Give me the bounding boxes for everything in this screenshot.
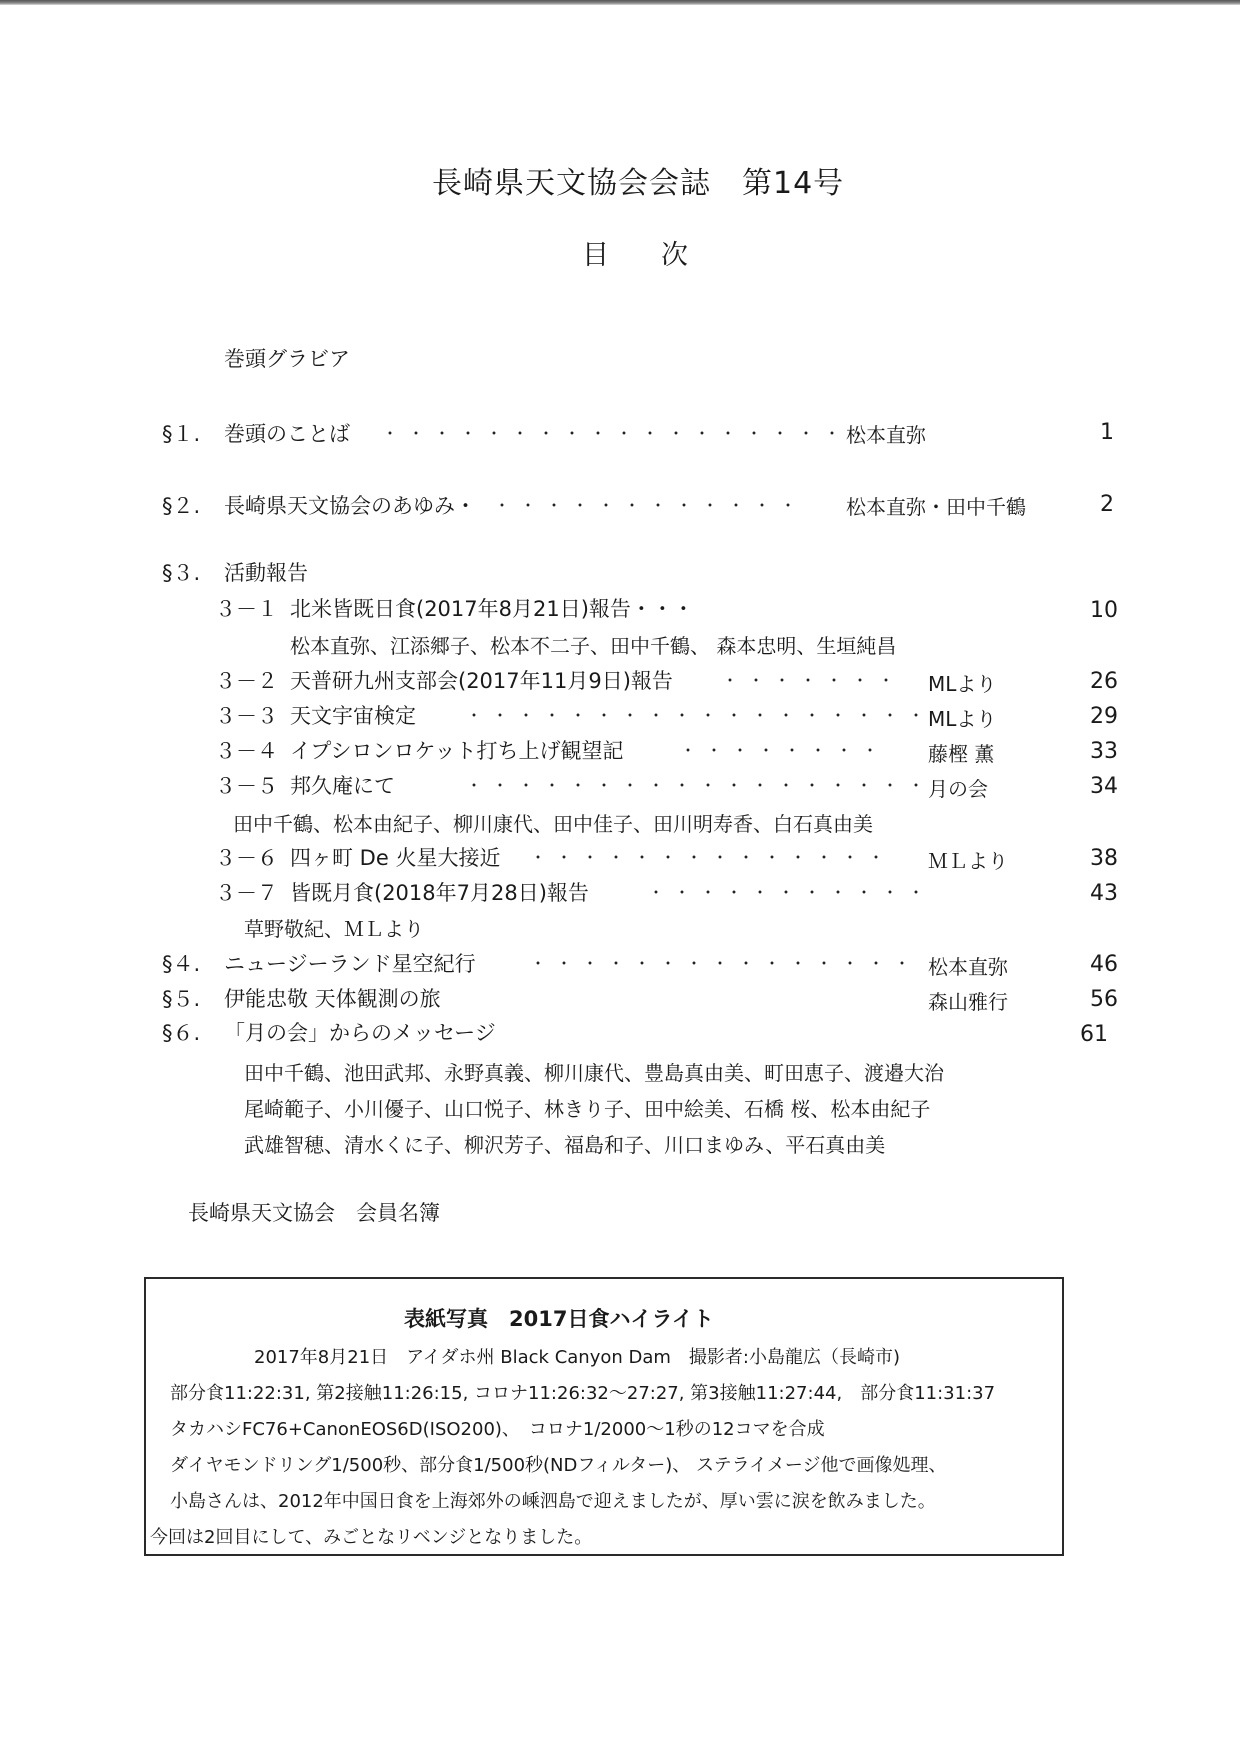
contributor-names: 田中千鶴、池田武邦、永野真義、柳川康代、豊島真由美、町田恵子、渡邉大治: [244, 1061, 944, 1085]
page-number: 2: [1100, 492, 1114, 517]
section-author: 森山雅行: [928, 990, 1008, 1014]
contributor-names: 草野敬紀、ＭＬより: [244, 917, 424, 941]
subsection-number: ３－４: [215, 739, 278, 763]
leader-dots: ・・・・・・・・・・・・・・: [530, 848, 895, 867]
page-number: 61: [1080, 1022, 1108, 1047]
leader-dots: ・・・・・・・・・・・・: [494, 496, 807, 515]
leader-dots: ・・・・・・・・・・・・・・・・・・: [466, 706, 935, 725]
section-number: §３.: [162, 561, 201, 585]
subsection-title: 天文宇宙検定: [290, 704, 416, 728]
contributor-names: 尾崎範子、小川優子、山口悦子、林きり子、田中絵美、石橋 桜、松本由紀子: [244, 1097, 931, 1121]
section-title: 「月の会」からのメッセージ: [224, 1021, 496, 1045]
leader-dots: ・・・・・・・・・・・・・・・・・・・: [382, 424, 877, 443]
page-number: 10: [1090, 598, 1118, 623]
gravure-item: 巻頭グラビア: [224, 347, 350, 371]
scan-top-edge: [0, 0, 1240, 5]
subsection-title: イプシロンロケット打ち上げ観望記: [290, 739, 624, 763]
subsection-title: 皆既月食(2018年7月28日)報告: [290, 881, 589, 905]
section-title: 巻頭のことば: [224, 422, 350, 446]
cover-caption-line: ダイヤモンドリング1/500秒、部分食1/500秒(NDフィルター)、 ステライメージ他で画像処理、: [170, 1455, 947, 1476]
subsection-number: ３－２: [215, 669, 278, 693]
page-number: 26: [1090, 669, 1118, 694]
leader-dots: ・・・・・・・・・・・・・・・・・・: [466, 776, 935, 795]
toc-heading: 目次: [582, 240, 740, 271]
subsection-number: ３－３: [215, 704, 278, 728]
section-number: §１.: [162, 422, 201, 446]
leader-dots: ・・・・・・・・・・・: [648, 883, 935, 902]
subsection-title: 四ヶ町 De 火星大接近: [290, 846, 501, 870]
section-author: 松本直弥: [846, 423, 926, 447]
contributor-names: 田中千鶴、松本由紀子、柳川康代、田中佳子、田川明寿香、白石真由美: [233, 812, 873, 836]
subsection-number: ３－７: [215, 881, 278, 905]
section-number: §５.: [162, 987, 201, 1011]
subsection-title: 北米皆既日食(2017年8月21日)報告・・・: [290, 597, 694, 621]
page-number: 56: [1090, 987, 1118, 1012]
subsection-title: 邦久庵にて: [290, 774, 395, 798]
section-number: §６.: [162, 1021, 201, 1045]
section-author: MLより: [928, 672, 997, 696]
page-number: 46: [1090, 952, 1118, 977]
section-title: ニュージーランド星空紀行: [224, 952, 476, 976]
page-number: 1: [1100, 420, 1114, 445]
page-number: 38: [1090, 846, 1118, 871]
leader-dots: ・・・・・・・・: [680, 741, 889, 760]
page-number: 33: [1090, 739, 1118, 764]
member-roster: 長崎県天文協会 会員名簿: [188, 1201, 440, 1225]
section-author: 松本直弥・田中千鶴: [846, 495, 1026, 519]
cover-caption-line: 2017年8月21日 アイダホ州 Black Canyon Dam 撮影者:小島龍広（長崎市): [254, 1347, 900, 1368]
cover-caption-line: タカハシFC76+CanonEOS6D(ISO200)、 コロナ1/2000～1秒の12コマを合成: [170, 1419, 825, 1440]
contributor-names: 武雄智穂、清水くに子、柳沢芳子、福島和子、川口まゆみ、平石真由美: [244, 1133, 886, 1157]
cover-caption-line: 今回は2回目にして、みごとなリベンジとなりました。: [150, 1527, 593, 1548]
leader-dots: ・・・・・・・: [722, 671, 905, 690]
subsection-number: ３－１: [215, 597, 278, 621]
page-number: 43: [1090, 881, 1118, 906]
cover-caption-title: 表紙写真 2017日食ハイライト: [404, 1307, 714, 1331]
cover-caption-line: 部分食11:22:31, 第2接触11:26:15, コロナ11:26:32～27:27, 第3接触11:27:44, 部分食11:31:37: [170, 1383, 996, 1404]
subsection-number: ３－６: [215, 846, 278, 870]
page-number: 29: [1090, 704, 1118, 729]
cover-photo-caption-box: [144, 1277, 1064, 1556]
subsection-title: 天普研九州支部会(2017年11月9日)報告: [290, 669, 673, 693]
cover-caption-line: 小島さんは、2012年中国日食を上海郊外の嵊泗島で迎えましたが、厚い雲に涙を飲みました。: [170, 1491, 936, 1512]
section-title: 長崎県天文協会のあゆみ・: [224, 494, 476, 518]
section-title: 伊能忠敬 天体観測の旅: [224, 987, 441, 1011]
journal-title: 長崎県天文協会会誌 第14号: [432, 166, 845, 201]
section-author: ＭＬより: [928, 849, 1008, 873]
section-title: 活動報告: [224, 561, 308, 585]
leader-dots: ・・・・・・・・・・・・・・・: [530, 954, 921, 973]
section-number: §２.: [162, 494, 201, 518]
subsection-number: ３－５: [215, 774, 278, 798]
section-author: 松本直弥: [928, 955, 1008, 979]
section-author: 藤樫 薫: [928, 742, 995, 766]
contributor-names: 松本直弥、江添郷子、松本不二子、田中千鶴、 森本忠明、生垣純昌: [290, 634, 897, 658]
section-author: MLより: [928, 707, 997, 731]
page-number: 34: [1090, 774, 1118, 799]
section-number: §４.: [162, 952, 201, 976]
section-author: 月の会: [928, 777, 988, 801]
